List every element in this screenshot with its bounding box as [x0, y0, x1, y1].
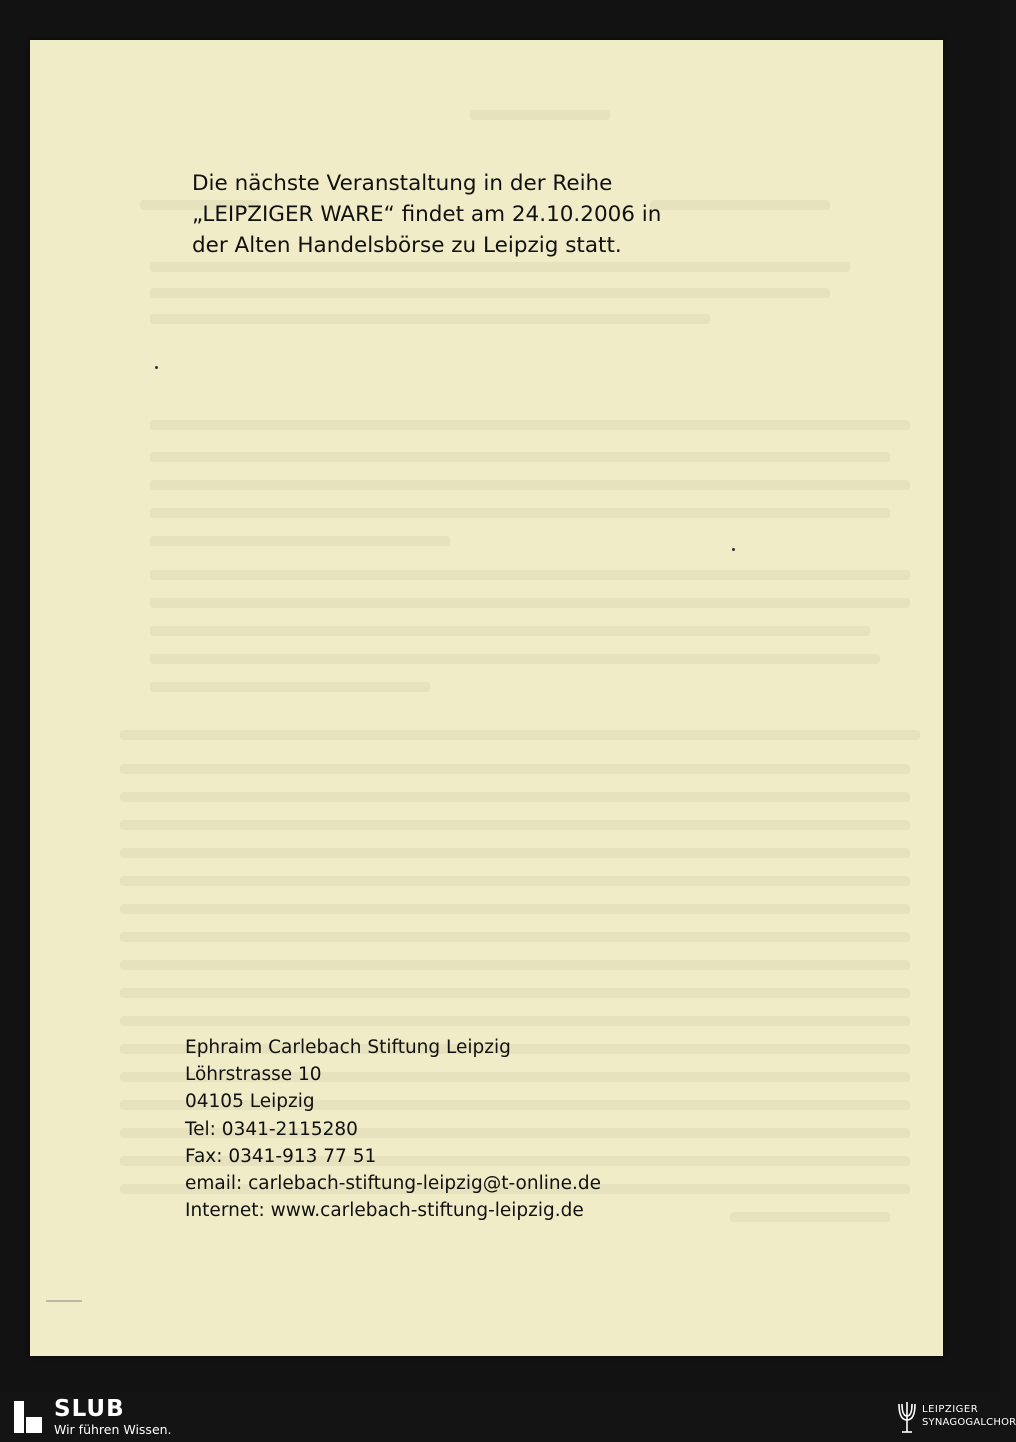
telephone: Tel: 0341-2115280	[185, 1118, 358, 1140]
website: Internet: www.carlebach-stiftung-leipzig.de	[185, 1200, 584, 1222]
partner-name-line-1: LEIPZIGER	[922, 1404, 979, 1415]
postal-city: 04105 Leipzig	[185, 1091, 315, 1113]
email-address: email: carlebach-stiftung-leipzig@t-online.de	[185, 1173, 601, 1195]
library-name[interactable]: SLUB	[54, 1396, 125, 1422]
speck-mark	[155, 366, 158, 369]
viewer-footer	[0, 1392, 1016, 1442]
pencil-mark	[46, 1300, 82, 1302]
library-tagline: Wir führen Wissen.	[54, 1422, 172, 1437]
street-address: Löhrstrasse 10	[185, 1064, 322, 1086]
fax: Fax: 0341-913 77 51	[185, 1145, 377, 1167]
menorah-icon[interactable]	[896, 1398, 918, 1436]
speck-mark	[732, 548, 735, 551]
document-page	[30, 40, 943, 1356]
slub-logo-icon[interactable]	[14, 1401, 42, 1433]
foundation-address-block	[185, 1034, 745, 1224]
foundation-name: Ephraim Carlebach Stiftung Leipzig	[185, 1037, 511, 1058]
announcement-line-1: Die nächste Veranstaltung in der Reihe	[192, 171, 613, 196]
next-event-announcement	[192, 168, 752, 261]
announcement-line-3: der Alten Handelsbörse zu Leipzig statt.	[192, 233, 622, 258]
partner-name-line-2: SYNAGOGALCHOR	[922, 1417, 1016, 1428]
announcement-line-2: „LEIPZIGER WARE“ findet am 24.10.2006 in	[192, 202, 662, 227]
